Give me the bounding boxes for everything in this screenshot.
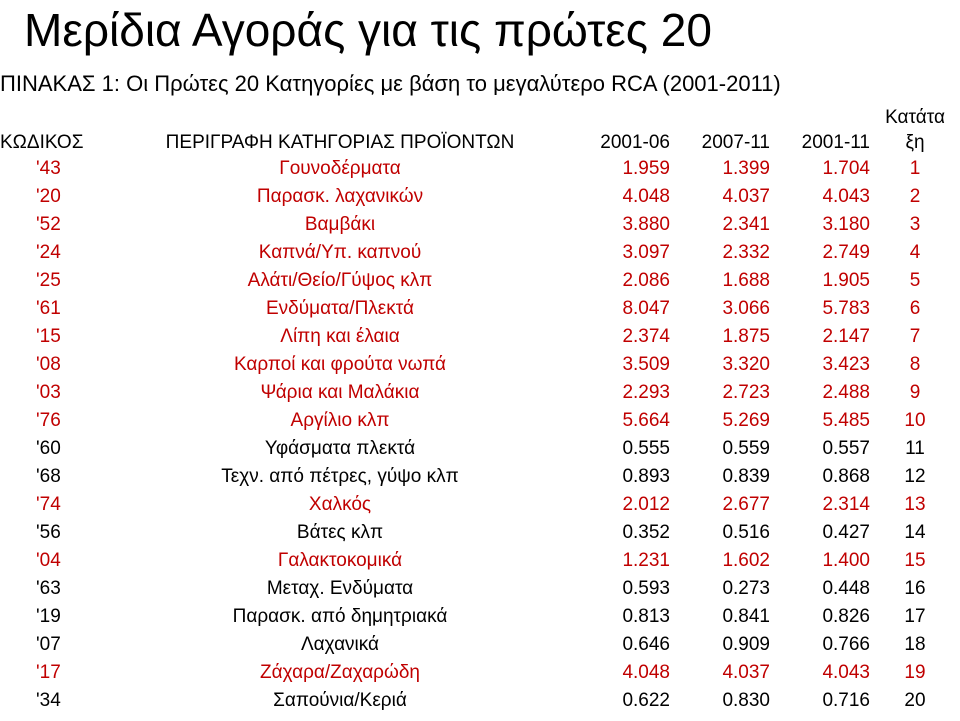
table-row: [0, 491, 960, 519]
cell-rank: 19: [904, 662, 926, 683]
cell-rank: 6: [909, 298, 921, 319]
cell-code: '03: [36, 382, 61, 403]
cell-description: Καρποί και φρούτα νωπά: [233, 354, 447, 375]
cell-period-2001-06: 2.293: [622, 382, 670, 403]
table-caption: ΠΙΝΑΚΑΣ 1: Οι Πρώτες 20 Κατηγορίες με βάση το μεγαλύτερο RCA (2001-2011): [0, 71, 781, 96]
cell-period-2007-11: 4.037: [722, 186, 770, 207]
cell-code: '20: [36, 186, 61, 207]
cell-period-2001-11: 2.749: [822, 242, 870, 263]
cell-code: '24: [36, 242, 61, 263]
cell-period-2001-11: 4.043: [822, 662, 870, 683]
table-row: [0, 687, 960, 715]
header-period-2007-11: 2007-11: [701, 132, 770, 153]
cell-period-2001-11: 0.448: [822, 578, 870, 599]
table-row: [0, 631, 960, 659]
table-row: [0, 407, 960, 435]
cell-rank: 3: [909, 214, 921, 235]
cell-description: Βάτες κλπ: [296, 522, 384, 543]
cell-period-2001-06: 0.813: [622, 606, 670, 627]
cell-period-2007-11: 3.320: [722, 354, 770, 375]
table-row: [0, 351, 960, 379]
cell-description: Καπνά/Υπ. καπνού: [258, 242, 422, 263]
cell-period-2001-11: 5.783: [822, 298, 870, 319]
header-rank-line1: Κατάτα: [885, 107, 945, 128]
table-row: [0, 379, 960, 407]
cell-code: '76: [36, 410, 61, 431]
table-row: [0, 155, 960, 183]
table-row: [0, 183, 960, 211]
cell-period-2001-06: 0.646: [622, 634, 670, 655]
cell-period-2001-11: 2.314: [822, 494, 870, 515]
header-rank: [870, 99, 960, 155]
cell-rank: 9: [909, 382, 921, 403]
cell-code: '61: [36, 298, 61, 319]
cell-period-2001-06: 0.593: [622, 578, 670, 599]
cell-rank: 15: [904, 550, 926, 571]
cell-period-2007-11: 1.602: [722, 550, 770, 571]
table-body: [0, 155, 960, 715]
cell-description: Υφάσματα πλεκτά: [264, 438, 416, 459]
cell-code: '08: [36, 354, 61, 375]
cell-period-2007-11: 1.399: [722, 158, 770, 179]
cell-period-2007-11: 2.677: [722, 494, 770, 515]
cell-code: '17: [36, 662, 61, 683]
cell-period-2007-11: 1.688: [722, 270, 770, 291]
cell-period-2001-06: 0.622: [622, 690, 670, 711]
cell-period-2001-06: 1.959: [622, 158, 670, 179]
cell-period-2007-11: 2.723: [722, 382, 770, 403]
cell-rank: 17: [904, 606, 926, 627]
page-title: Μερίδια Αγοράς για τις πρώτες 20: [24, 4, 712, 56]
cell-rank: 20: [904, 690, 926, 711]
cell-period-2001-06: 1.231: [622, 550, 670, 571]
cell-period-2007-11: 0.841: [722, 606, 770, 627]
header-period-2001-11: 2001-11: [801, 132, 870, 153]
cell-description: Γουνοδέρματα: [279, 158, 401, 179]
header-code: ΚΩΔΙΚΟΣ: [0, 132, 84, 153]
cell-code: '04: [36, 550, 61, 571]
cell-period-2001-11: 1.905: [822, 270, 870, 291]
table-row: [0, 603, 960, 631]
cell-period-2007-11: 0.559: [722, 438, 770, 459]
table-row: [0, 435, 960, 463]
table-row: [0, 239, 960, 267]
cell-description: Λίπη και έλαια: [280, 326, 400, 347]
cell-period-2007-11: 0.273: [722, 578, 770, 599]
cell-description: Αλάτι/Θείο/Γύψος κλπ: [247, 270, 433, 291]
cell-description: Τεχν. από πέτρες, γύψο κλπ: [221, 466, 459, 487]
cell-code: '07: [36, 634, 61, 655]
cell-period-2001-11: 5.485: [822, 410, 870, 431]
cell-code: '19: [36, 606, 61, 627]
cell-code: '25: [36, 270, 61, 291]
table-row: [0, 295, 960, 323]
cell-period-2001-06: 0.893: [622, 466, 670, 487]
cell-code: '43: [36, 158, 61, 179]
cell-period-2007-11: 0.839: [722, 466, 770, 487]
cell-description: Σαπούνια/Κεριά: [273, 690, 407, 711]
cell-description: Ενδύματα/Πλεκτά: [266, 298, 414, 319]
cell-period-2007-11: 3.066: [722, 298, 770, 319]
cell-period-2001-11: 1.400: [822, 550, 870, 571]
cell-rank: 11: [905, 438, 925, 459]
cell-rank: 7: [909, 326, 921, 347]
cell-period-2001-11: 4.043: [822, 186, 870, 207]
cell-period-2001-06: 2.374: [622, 326, 670, 347]
cell-code: '68: [36, 466, 61, 487]
cell-description: Γαλακτοκομικά: [277, 550, 403, 571]
cell-description: Χαλκός: [308, 494, 372, 515]
cell-code: '34: [36, 690, 61, 711]
header-description: ΠΕΡΙΓΡΑΦΗ ΚΑΤΗΓΟΡΙΑΣ ΠΡΟΪΟΝΤΩΝ: [165, 132, 515, 153]
cell-period-2001-06: 3.509: [622, 354, 670, 375]
table-row: [0, 267, 960, 295]
cell-description: Ζάχαρα/Ζαχαρώδη: [260, 662, 420, 683]
cell-period-2007-11: 1.875: [722, 326, 770, 347]
table-row: [0, 547, 960, 575]
cell-period-2001-06: 0.555: [622, 438, 670, 459]
cell-period-2001-11: 0.557: [822, 438, 870, 459]
cell-period-2001-06: 4.048: [622, 186, 670, 207]
cell-period-2001-06: 2.086: [622, 270, 670, 291]
cell-period-2001-06: 4.048: [622, 662, 670, 683]
cell-description: Βαμβάκι: [304, 214, 376, 235]
header-rank-line2: ξη: [905, 132, 925, 153]
cell-period-2001-11: 1.704: [822, 158, 870, 179]
cell-rank: 4: [909, 242, 921, 263]
cell-period-2001-11: 0.826: [822, 606, 870, 627]
cell-period-2001-06: 2.012: [622, 494, 670, 515]
cell-code: '52: [36, 214, 61, 235]
cell-rank: 14: [904, 522, 926, 543]
cell-period-2001-06: 3.880: [622, 214, 670, 235]
cell-rank: 5: [909, 270, 921, 291]
cell-description: Ψάρια και Μαλάκια: [260, 382, 420, 403]
cell-period-2001-06: 0.352: [622, 522, 670, 543]
cell-code: '74: [36, 494, 61, 515]
table-row: [0, 659, 960, 687]
header-period-2001-06: 2001-06: [600, 132, 670, 153]
cell-period-2007-11: 5.269: [722, 410, 770, 431]
cell-description: Αργίλιο κλπ: [290, 410, 390, 431]
cell-description: Μεταχ. Ενδύματα: [266, 578, 414, 599]
cell-rank: 13: [904, 494, 926, 515]
cell-period-2001-11: 2.488: [822, 382, 870, 403]
table-row: [0, 323, 960, 351]
cell-rank: 12: [904, 466, 926, 487]
table-row: [0, 211, 960, 239]
cell-rank: 8: [909, 354, 921, 375]
cell-period-2007-11: 4.037: [722, 662, 770, 683]
rca-table: [0, 99, 960, 715]
cell-code: '15: [36, 326, 61, 347]
cell-code: '63: [36, 578, 61, 599]
cell-description: Παρασκ. από δημητριακά: [232, 606, 448, 627]
cell-rank: 1: [909, 158, 921, 179]
cell-rank: 16: [904, 578, 926, 599]
cell-period-2001-06: 3.097: [622, 242, 670, 263]
cell-period-2001-11: 3.180: [822, 214, 870, 235]
cell-description: Λαχανικά: [300, 634, 380, 655]
cell-code: '60: [36, 438, 61, 459]
cell-period-2001-06: 8.047: [622, 298, 670, 319]
cell-period-2007-11: 2.332: [722, 242, 770, 263]
cell-rank: 10: [904, 410, 926, 431]
table-row: [0, 463, 960, 491]
cell-period-2007-11: 0.830: [722, 690, 770, 711]
cell-period-2001-11: 2.147: [822, 326, 870, 347]
cell-period-2001-11: 0.868: [822, 466, 870, 487]
cell-period-2001-11: 0.716: [822, 690, 870, 711]
cell-period-2001-06: 5.664: [622, 410, 670, 431]
cell-description: Παρασκ. λαχανικών: [256, 186, 424, 207]
cell-rank: 2: [909, 186, 921, 207]
cell-period-2001-11: 3.423: [822, 354, 870, 375]
cell-period-2007-11: 2.341: [722, 214, 770, 235]
table-header-row: [0, 99, 960, 155]
table-row: [0, 575, 960, 603]
cell-period-2001-11: 0.427: [822, 522, 870, 543]
cell-code: '56: [36, 522, 61, 543]
cell-period-2007-11: 0.909: [722, 634, 770, 655]
cell-period-2001-11: 0.766: [822, 634, 870, 655]
cell-rank: 18: [904, 634, 926, 655]
cell-period-2007-11: 0.516: [722, 522, 770, 543]
table-row: [0, 519, 960, 547]
